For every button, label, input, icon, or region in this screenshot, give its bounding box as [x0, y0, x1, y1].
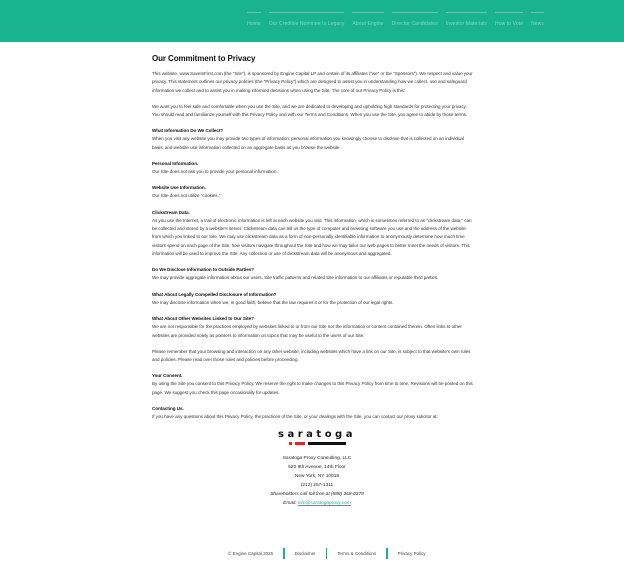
paragraph: [152, 405, 474, 422]
paragraph: [152, 348, 474, 365]
nav-home[interactable]: Home: [247, 12, 261, 27]
address-line-1: 520 8th Avenue, 14th Floor: [288, 465, 346, 471]
paragraph-body: We may disclose information when we, in good faith, believe that the law requires it or for the protection of our legal rights.: [152, 299, 394, 305]
footer-copyright: © Engine Capital 2025: [228, 551, 274, 556]
paragraph-body: When you visit any website you may provide two types of information: personal information you knowingly choose to disclose that is collected on an individual basis, and website use information collected on an aggregate basis as you browse the website.: [152, 136, 464, 150]
logo-red-square: [289, 442, 292, 445]
paragraph: [152, 209, 474, 259]
nav-about-engine[interactable]: About Engine: [352, 12, 383, 27]
paragraph-body: We want you to feel safe and comfortable when you use the Site, and we are dedicated to developing and upholding high standards for protecting your privacy. You should read and familiarize yourself with this Privacy Policy and with our Terms and Conditions. When you use the Site, you agree to abide by those terms.: [152, 103, 468, 117]
paragraph: [152, 70, 474, 95]
paragraph: [152, 184, 474, 201]
shareholders-line: Shareholders call toll free at (888) 368-0379: [270, 492, 364, 498]
site-header: [0, 0, 624, 42]
logo-red-bar: [295, 442, 305, 445]
paragraph: [152, 266, 474, 283]
paragraph-body: Please remember that your browsing and interaction on any other website, including websites which have a link on our Site, is subject to that website's own rules and policies. Please read over those rules and policies before proceeding.: [152, 348, 471, 362]
paragraph-body: Our Site does not utilize "cookies.": [152, 193, 221, 199]
paragraph: [152, 372, 474, 397]
nav-director-candidates[interactable]: Director Candidates: [392, 12, 438, 27]
saratoga-logo: saratoga: [278, 429, 356, 441]
privacy-content: [152, 54, 474, 508]
email-line: [160, 499, 474, 508]
paragraph-heading: What Information Do We Collect?: [152, 128, 224, 134]
paragraph: [152, 127, 474, 152]
paragraph-body: Our Site does not ask you to provide your personal information.: [152, 169, 278, 175]
page-title: Our Commitment to Privacy: [152, 54, 256, 63]
paragraph-heading: Contacting Us.: [152, 405, 184, 411]
paragraph-heading: Clickstream Data.: [152, 209, 190, 215]
nav-investor-materials[interactable]: Investor Materials: [446, 12, 487, 27]
contact-details: [160, 454, 474, 508]
logo-bars: [160, 442, 474, 445]
site-footer: [218, 548, 436, 559]
paragraph-heading: Personal Information.: [152, 160, 199, 166]
paragraph-body: As you use the Internet, a trail of electronic information is left at each website you visit. This information, which is sometimes referred to as "clickstream data," can be collected and stored by a website's server. Clickstream data can tell us the type of computer and browsing software you use and the address of the website from which you linked to our Site. We may use clickstream data as a form of non-personally identifiable information to anonymously determine how much time visitors spend on each page of the Site, how visitors navigate throughout the Site and how we may tailor our web pages to better meet the needs of visitors. This information will be used to improve the Site. Any collection or use of clickstream data will be anonymous and aggregated.: [152, 217, 472, 257]
phone-number: (212) 257-1311: [300, 483, 334, 489]
main-nav: [247, 12, 544, 27]
nav-news[interactable]: News: [531, 12, 544, 27]
paragraph-body: This website, www.SaveInFirst.com (the "Site"), is sponsored by Engine Capital LP and certain of its affiliates ("we" or the "Sponsors"). We respect and value your privacy. This statement outlines our privacy policies (the "Privacy Policy") which are designed to assist you in understanding how we collect, use and safeguard information we collect and to assist you in making informed decisions when using the Site. The core of our Privacy Policy is this:: [152, 71, 473, 93]
paragraph-body: We are not responsible for the practices employed by websites linked to or from our Site nor the information or content contained therein. Often links to other websites are provided solely as pointers to information on topics that may be useful to the users of our Site.: [152, 324, 462, 338]
paragraph: [152, 291, 474, 308]
paragraph: [152, 315, 474, 340]
contact-block: [160, 429, 474, 508]
paragraph-body: If you have any questions about this Privacy Policy, the practices of the Site, or your dealings with the Site, you can contact our proxy solicitor at:: [152, 413, 438, 419]
nav-how-to-vote[interactable]: How to Vote: [495, 12, 523, 27]
paragraph-heading: What About Other Websites Linked to Our Site?: [152, 315, 254, 321]
paragraph-heading: What About Legally Compelled Disclosure of Information?: [152, 291, 277, 297]
address-line-2: New York, NY 10018: [294, 474, 340, 480]
paragraph-body: By using the Site you consent to this Privacy Policy. We reserve the right to make changes to this Privacy Policy from time to time. Revisions will be posted on this page. We suggest you check this page occasionally for updates.: [152, 381, 473, 395]
paragraph-body: We may provide aggregate information about our users, Site traffic patterns and related Site information to our affiliates or reputable third parties.: [152, 275, 439, 281]
email-label: Email:: [283, 501, 297, 507]
paragraph-heading: Do We Disclose Information to Outside Parties?: [152, 267, 255, 273]
footer-privacy-link[interactable]: Privacy Policy: [397, 551, 426, 556]
paragraph: [152, 103, 474, 120]
company-name: Saratoga Proxy Consulting, LLC: [282, 456, 352, 462]
logo-black-bar: [308, 442, 346, 445]
nav-nominee[interactable]: Our Credible Nominee Is Legacy: [269, 12, 345, 27]
footer-terms-link[interactable]: Terms & Conditions: [337, 551, 377, 556]
paragraph-heading: Website Use Information.: [152, 185, 206, 191]
paragraph-heading: Your Consent.: [152, 372, 183, 378]
email-link[interactable]: info@saratogaproxy.com: [297, 501, 351, 507]
paragraph: [152, 160, 474, 177]
footer-disclaimer-link[interactable]: Disclaimer: [294, 551, 316, 556]
